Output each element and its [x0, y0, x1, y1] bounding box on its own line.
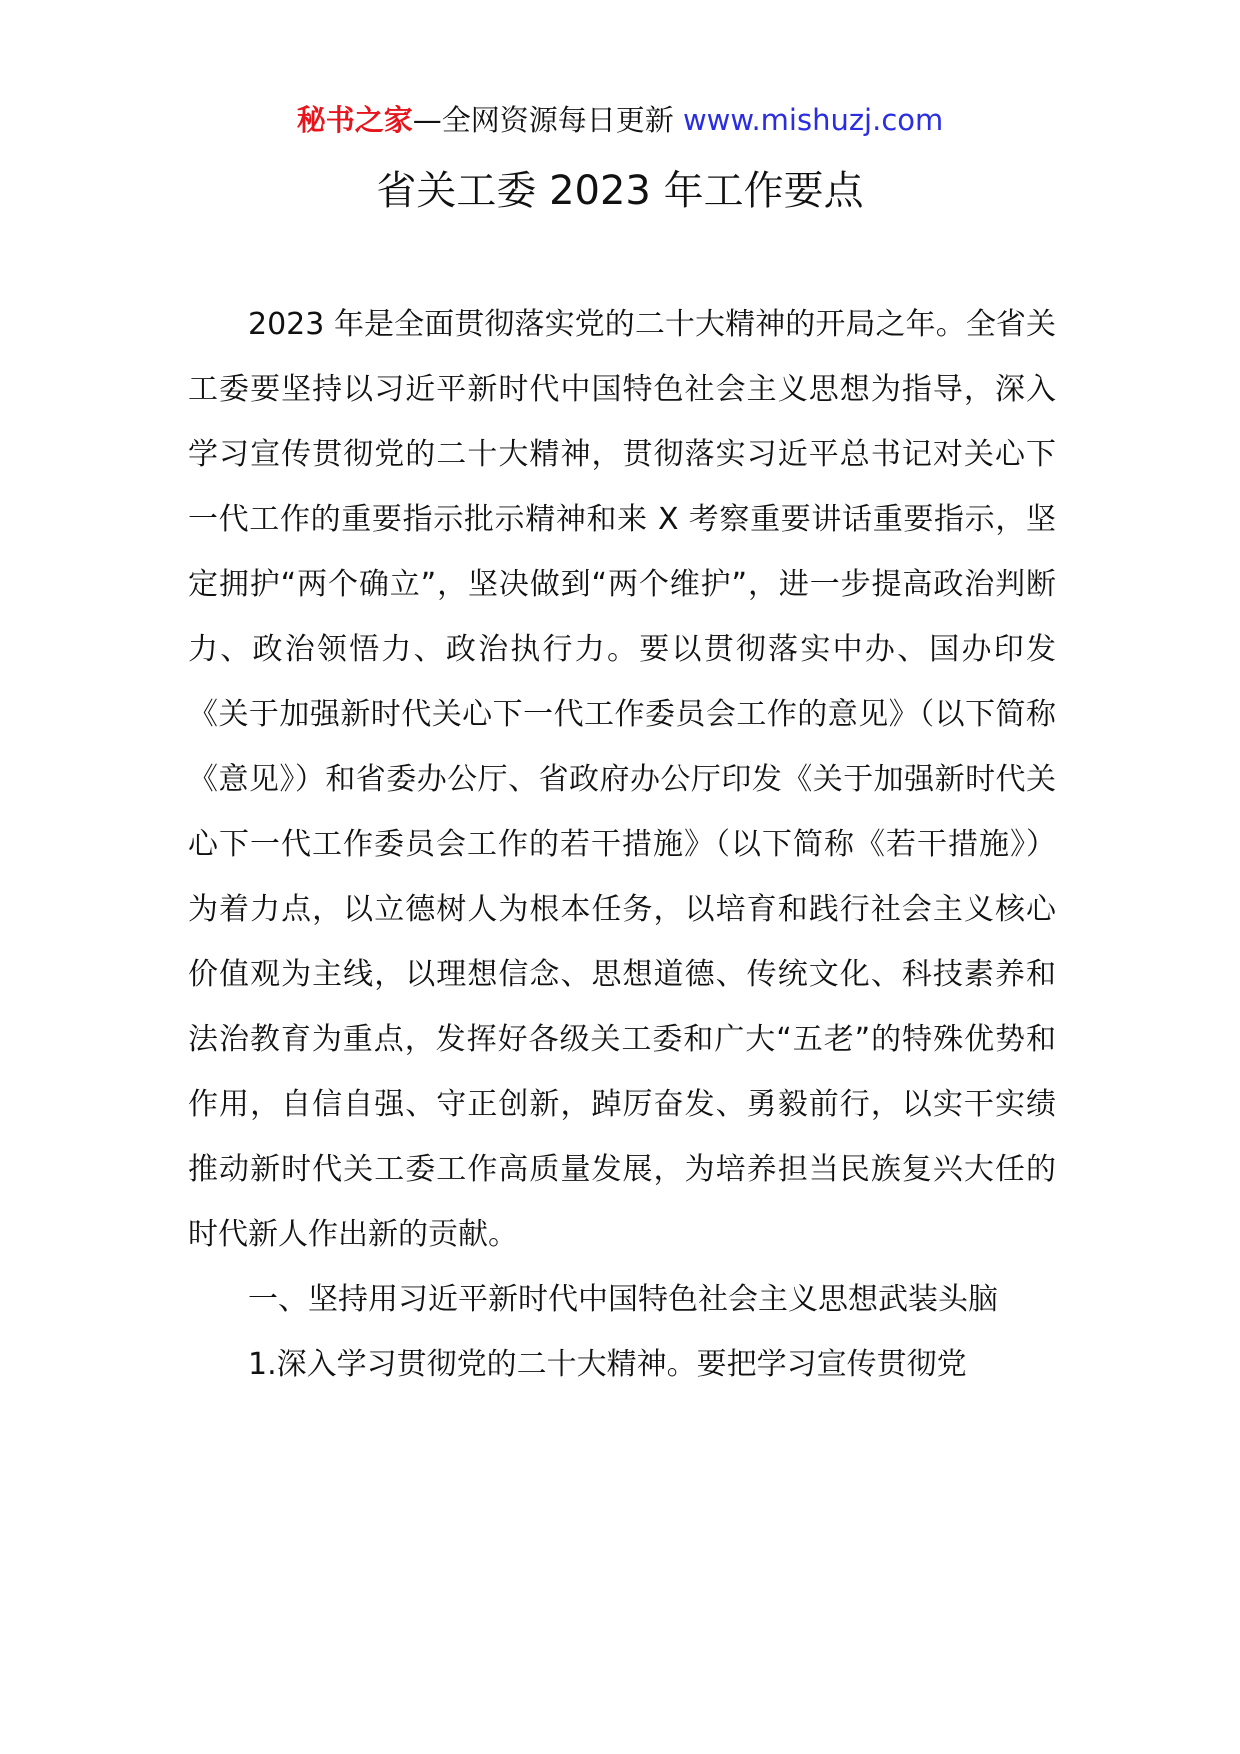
section-heading: 一、坚持用习近平新时代中国特色社会主义思想武装头脑: [248, 1282, 998, 1317]
site-url[interactable]: www.mishuzj.com: [682, 103, 944, 137]
site-header: [0, 100, 1240, 140]
intro-paragraph: 2023 年是全面贯彻落实党的二十大精神的开局之年。全省关工委要坚持以习近平新时代中国特色社会主义思想为指导，深入学习宣传贯彻党的二十大精神，贯彻落实习近平总书记对关心下一代工作的重要指示批示精神和来 X 考察重要讲话重要指示，坚定拥护“两个确立”，坚决做到“两个维护”，进一步提高政治判断力、政治领悟力、政治执行力。要以贯彻落实中办、国办印发《关于加强新时代关心下一代工作委员会工作的意见》（以下简称《意见》）和省委办公厅、省政府办公厅印发《关于加强新时代关心下一代工作委员会工作的若干措施》（以下简称《若干措施》）为着力点，以立德树人为根本任务，以培育和践行社会主义核心价值观为主线，以理想信念、思想道德、传统文化、科技素养和法治教育为重点，发挥好各级关工委和广大“五老”的特殊优势和作用，自信自强、守正创新，踔厉奋发、勇毅前行，以实干实绩推动新时代关工委工作高质量发展，为培养担当民族复兴大任的时代新人作出新的贡献。: [188, 307, 1056, 1252]
brand-name: 秘书之家: [296, 103, 413, 137]
document-title: 省关工委 2023 年工作要点: [376, 168, 864, 214]
header-slogan: —全网资源每日更新: [412, 103, 674, 137]
document-body: [188, 292, 1056, 1397]
list-item: 1.深入学习贯彻党的二十大精神。要把学习宣传贯彻党: [248, 1347, 967, 1382]
